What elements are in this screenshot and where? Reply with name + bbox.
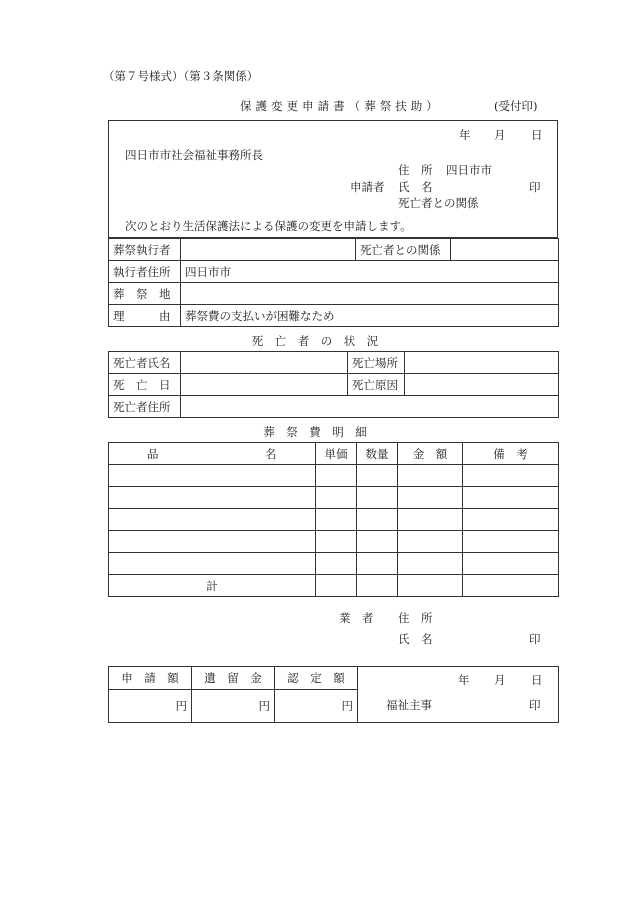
expenses-table (108, 442, 559, 597)
reception-stamp-label: (受付印) (494, 99, 538, 113)
requested-amount-label: 申 請 額 (109, 667, 192, 690)
total-remarks[interactable] (463, 575, 559, 597)
approved-amount-label: 認 定 額 (275, 667, 358, 690)
death-cause-label: 死亡原因 (348, 374, 405, 396)
total-quantity[interactable] (357, 575, 398, 597)
deceased-section-title: 死 亡 者 の 状 況 (251, 334, 379, 348)
death-date-field[interactable] (181, 374, 348, 396)
executor-field[interactable] (181, 239, 356, 261)
form-number: （第７号様式）（第３条関係） (103, 69, 259, 83)
date-month: 月 (494, 128, 506, 142)
relation-field[interactable] (451, 239, 559, 261)
reason-field[interactable]: 葬祭費の支払いが困難なため (181, 305, 559, 327)
expense-row (109, 509, 559, 531)
death-place-label: 死亡場所 (348, 352, 405, 374)
seal-mark: 印 (529, 180, 541, 194)
officer-seal: 印 (529, 698, 541, 712)
amount-table (108, 666, 559, 723)
remaining-money-label: 遺 留 金 (192, 667, 275, 690)
col-item-a: 品 (147, 447, 159, 461)
expense-row (109, 465, 559, 487)
vendor-seal: 印 (529, 632, 541, 646)
total-label: 計 (109, 575, 316, 597)
approval-month: 月 (494, 673, 506, 687)
address-value: 四日市市 (446, 163, 492, 177)
expense-row (109, 487, 559, 509)
reason-label: 理 由 (109, 305, 181, 327)
expense-row (109, 553, 559, 575)
funeral-place-label: 葬 祭 地 (109, 283, 181, 305)
requested-amount-field[interactable]: 円 (109, 690, 192, 723)
deceased-address-field[interactable] (181, 396, 559, 418)
col-amount: 金 額 (398, 443, 463, 465)
deceased-table (108, 351, 559, 418)
remaining-money-field[interactable]: 円 (192, 690, 275, 723)
approval-cell (358, 667, 559, 723)
relation-label: 死亡者との関係 (398, 196, 479, 210)
col-unit-price: 単価 (316, 443, 357, 465)
col-item-b: 名 (265, 447, 277, 461)
death-cause-field[interactable] (405, 374, 559, 396)
addressee: 四日市市社会福祉事務所長 (125, 148, 263, 162)
relation-label: 死亡者との関係 (356, 239, 451, 261)
approval-year: 年 (458, 673, 470, 687)
approval-day: 日 (531, 673, 543, 687)
vendor-address-label: 住 所 (398, 611, 433, 625)
total-amount[interactable] (398, 575, 463, 597)
executor-address-label: 執行者住所 (109, 261, 181, 283)
applicant-label: 申請者 (350, 180, 385, 194)
application-statement: 次のとおり生活保護法による保護の変更を申請します。 (125, 219, 412, 233)
vendor-name-label: 氏 名 (398, 632, 433, 646)
address-label: 住 所 (398, 163, 433, 177)
expense-row (109, 531, 559, 553)
date-year: 年 (459, 128, 471, 142)
funeral-place-field[interactable] (181, 283, 559, 305)
total-unit-price[interactable] (316, 575, 357, 597)
col-item-name (109, 443, 316, 465)
details-table (108, 238, 559, 327)
name-label: 氏 名 (398, 180, 433, 194)
approved-amount-field[interactable]: 円 (275, 690, 358, 723)
executor-address-field[interactable]: 四日市市 (181, 261, 559, 283)
col-remarks: 備 考 (463, 443, 559, 465)
deceased-name-label: 死亡者氏名 (109, 352, 181, 374)
executor-label: 葬祭執行者 (109, 239, 181, 261)
death-date-label: 死 亡 日 (109, 374, 181, 396)
form-title: 保護変更申請書（葬祭扶助） (240, 99, 442, 113)
death-place-field[interactable] (405, 352, 559, 374)
welfare-officer-label: 福祉主事 (386, 698, 432, 712)
expenses-section-title: 葬 祭 費 明 細 (263, 425, 367, 439)
deceased-name-field[interactable] (181, 352, 348, 374)
date-day: 日 (531, 128, 543, 142)
vendor-label: 業 者 (339, 611, 374, 625)
deceased-address-label: 死亡者住所 (109, 396, 181, 418)
col-quantity: 数量 (357, 443, 398, 465)
